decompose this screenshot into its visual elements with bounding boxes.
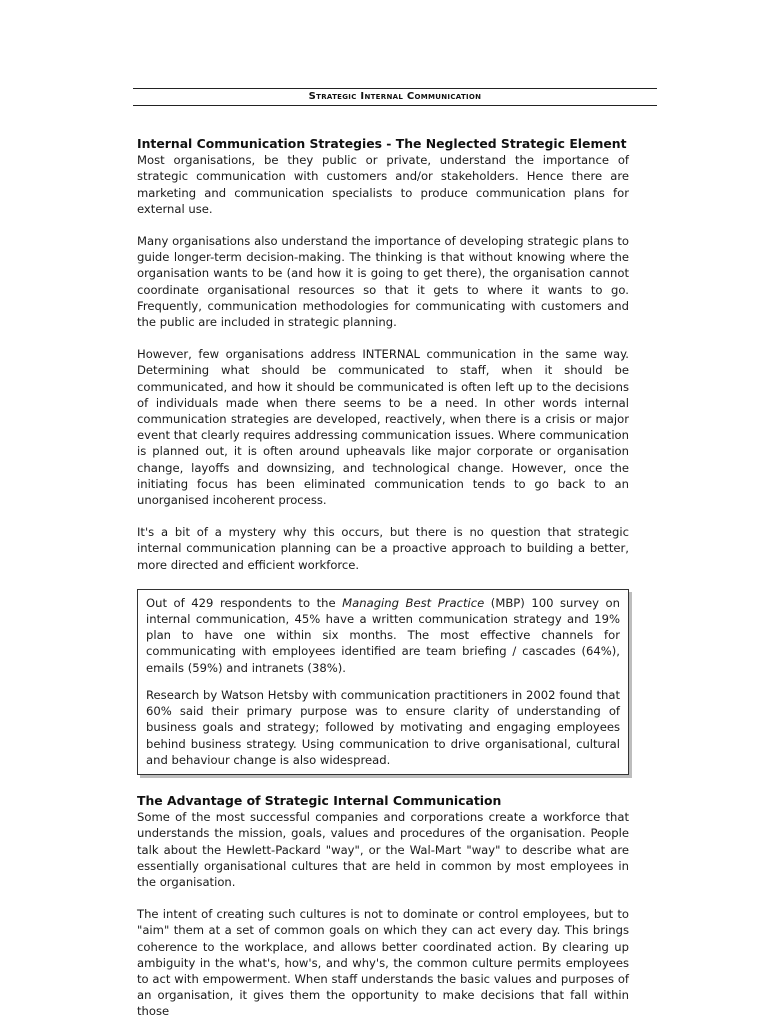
callout-paragraph: Research by Watson Hetsby with communication practitioners in 2002 found that 60% said their primary purpose was to ensure clarity of understanding of business goals and strategy; followed by motivating and engaging employees behind business strategy. Using communication to drive organisational, cultural and behaviour change is also widespread. (146, 687, 620, 767)
section-heading-neglected: Internal Communication Strategies - The Neglected Strategic Element (137, 136, 627, 151)
paragraph: The intent of creating such cultures is not to dominate or control employees, but to "aim" them at a set of common goals on which they can act every day. This brings coherence to the workplace, and allows better coordinated action. By clearing up ambiguity in the what's, how's, and why's, the common culture permits employees to act with empowerment. When staff understands the basic values and purposes of an organisation, it gives them the opportunity to make decisions that fall within those (137, 907, 629, 1019)
callout-survey-name: Managing Best Practice (342, 595, 485, 610)
callout-text: (MBP) 100 survey on internal communication, 45% have a written communication strategy and 19% plan to have one within six months. The most effective channels for communicating with employees identified are team briefing / cascades (64%), emails (59%) and intranets (38%). (146, 595, 620, 675)
running-header: Strategic Internal Communication (308, 91, 482, 102)
document-body (137, 136, 629, 1036)
paragraph: Many organisations also understand the importance of developing strategic plans to guide longer-term decision-making. The thinking is that without knowing where the organisation wants to be (and how it is going to get there), the organisation cannot coordinate organisational resources so that it gets to where it wants to go. Frequently, communication methodologies for communicating with customers and the public are included in strategic planning. (137, 234, 629, 330)
section-heading-advantage: The Advantage of Strategic Internal Communication (137, 792, 502, 808)
paragraph: However, few organisations address INTERNAL communication in the same way. Determining what should be communicated to staff, when it should be communicated, and how it should be communicated is often left up to the decisions of individuals made when there seems to be a need. In other words internal communication strategies are developed, reactively, when there is a crisis or major event that clearly requires addressing communication issues. Where communication is planned out, it is often around upheavals like major corporate or organisation change, layoffs and downsizing, and technological change. However, once the initiating focus has been eliminated communication tends to go back to an unorganised incoherent process. (137, 347, 629, 508)
callout-text: Out of 429 respondents to the (146, 595, 343, 610)
paragraph: Some of the most successful companies and corporations create a workforce that understands the mission, goals, values and procedures of the organisation. People talk about the Hewlett-Packard "way", or the Wal-Mart "way" to describe what are essentially organisational cultures that are held in common by most employees in the organisation. (137, 810, 629, 889)
paragraph: It's a bit of a mystery why this occurs, but there is no question that strategic internal communication planning can be a proactive approach to building a better, more directed and efficient workforce. (137, 525, 629, 572)
survey-callout-box (137, 589, 629, 775)
paragraph: Most organisations, be they public or private, understand the importance of strategic communication with customers and/or stakeholders. Hence there are marketing and communication specialists to produce communication plans for external use. (137, 153, 629, 216)
callout-paragraph (146, 595, 620, 676)
header-rule-bottom (133, 105, 657, 106)
header-rule-top (133, 88, 657, 89)
